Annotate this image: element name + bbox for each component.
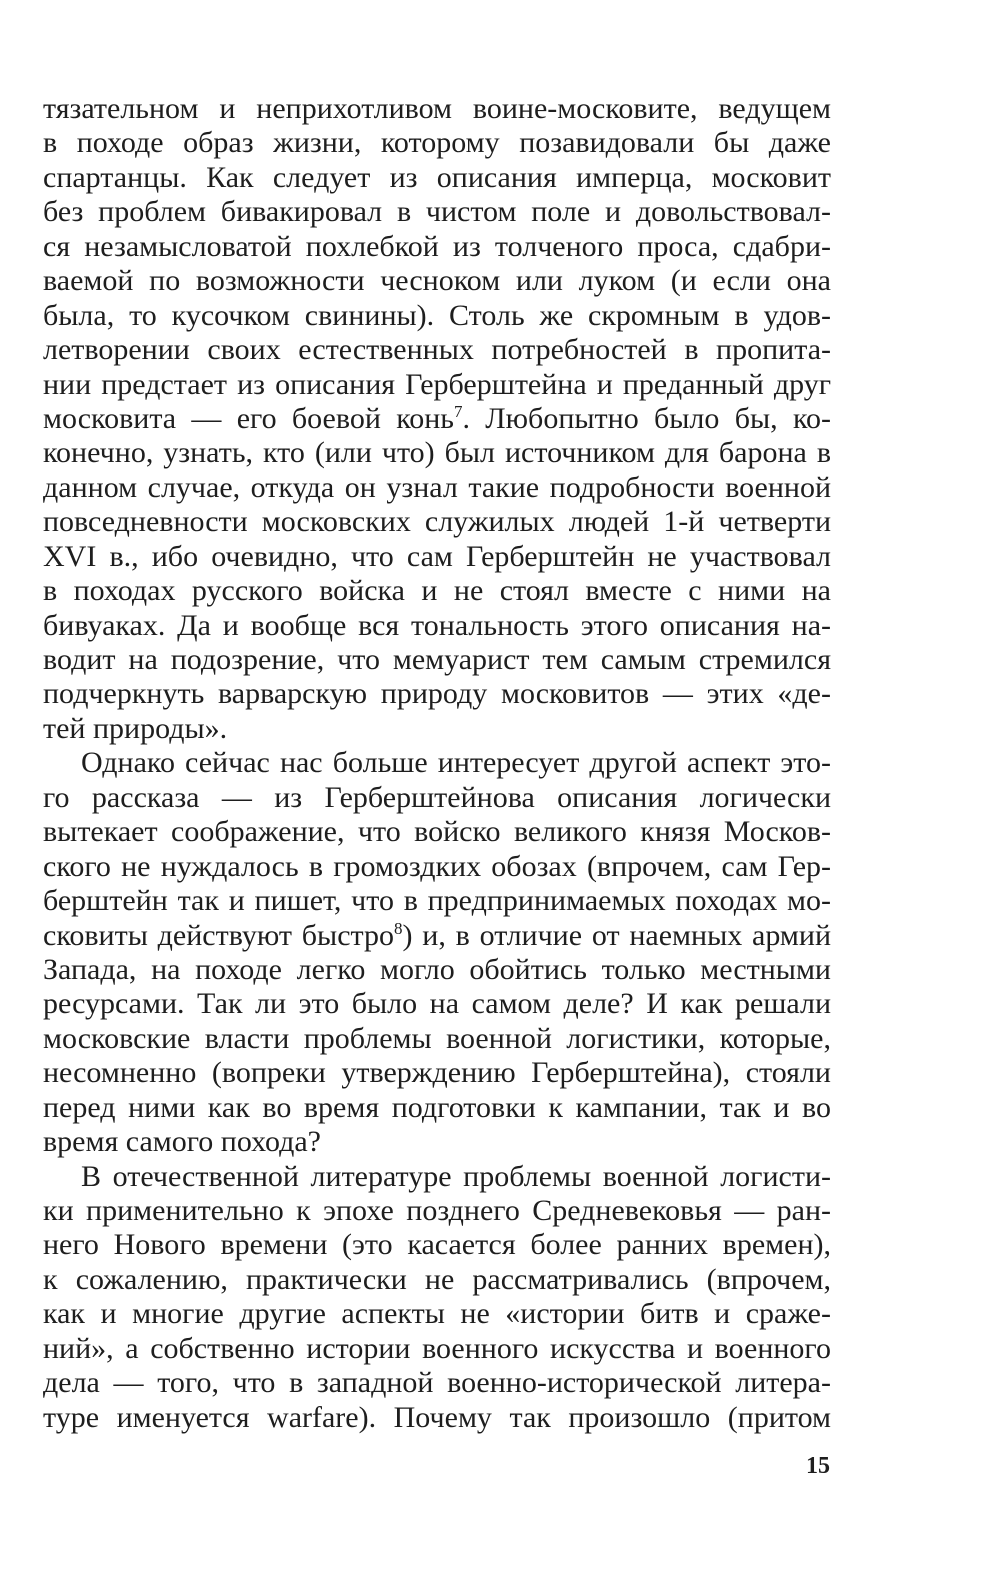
text-line: спартанцы. Как следует из описания имперца, московит [43, 160, 831, 194]
text-line: в походе образ жизни, которому позавидовали бы даже [43, 126, 831, 160]
text-line [43, 402, 831, 436]
text-line: Запада, на походе легко могло обойтись только местными [43, 952, 831, 986]
text-line: бивуаках. Да и вообще вся тональность этого описания на- [43, 608, 831, 642]
text-line: перед ними как во время подготовки к кампании, так и во [43, 1090, 831, 1124]
text-line: ресурсами. Так ли это было на самом деле? И как решали [43, 987, 831, 1021]
text-line: нии предстает из описания Герберштейна и преданный друг [43, 367, 831, 401]
text-line: Однако сейчас нас больше интересует другой аспект это- [81, 746, 831, 780]
text-segment: сковиты действуют быстро [43, 918, 394, 952]
text-segment: московита — его боевой конь [43, 401, 454, 435]
text-line: время самого похода? [43, 1125, 321, 1159]
text-line: XVI в., ибо очевидно, что сам Герберштейн не участвовал [43, 539, 831, 573]
text-line: вытекает соображение, что войско великого князя Москов- [43, 815, 831, 849]
text-segment: ) и, в отличие от наемных армий [402, 918, 831, 952]
text-line: тязательном и неприхотливом воине-московите, ведущем [43, 92, 831, 125]
text-line: без проблем бивакировал в чистом поле и довольствовал- [43, 195, 831, 229]
text-line: летворении своих естественных потребностей в пропита- [43, 333, 831, 367]
text-line: как и многие другие аспекты не «истории битв и сраже- [43, 1297, 831, 1331]
text-line: в походах русского войска и не стоял вместе с ними на [43, 574, 831, 608]
footnote-marker[interactable]: 8 [394, 918, 403, 938]
text-line: го рассказа — из Герберштейнова описания логически [43, 780, 831, 814]
text-line: водит на подозрение, что мемуарист тем самым стремился [43, 643, 831, 676]
text-line: ся незамысловатой похлебкой из толченого проса, сдабри- [43, 229, 831, 263]
text-line: московские власти проблемы военной логистики, которые, [43, 1021, 831, 1055]
text-line: В отечественной литературе проблемы военной логисти- [81, 1159, 831, 1193]
text-line: ний», а собственно истории военного искусства и военного [43, 1331, 831, 1365]
body-text [43, 92, 831, 1435]
text-segment: . Любопытно было бы, ко- [462, 401, 831, 435]
text-line: данном случае, откуда он узнал такие подробности военной [43, 470, 831, 504]
text-line: ского не нуждалось в громоздких обозах (впрочем, сам Гер- [43, 849, 831, 883]
text-line: несомненно (вопреки утверждению Герберштейна), стояли [43, 1056, 831, 1090]
text-line: тей природы». [43, 711, 228, 745]
text-line: конечно, узнать, кто (или что) был источником для барона в [43, 436, 831, 470]
text-line: туре именуется warfare). Почему так произошло (притом [43, 1400, 831, 1434]
page-number: 15 [806, 1453, 830, 1479]
text-line: дела — того, что в западной военно-исторической литера- [43, 1366, 831, 1400]
text-line: к сожалению, практически не рассматривались (впрочем, [43, 1262, 831, 1296]
text-line: подчеркнуть варварскую природу московитов — этих «де- [43, 677, 831, 711]
text-line: повседневности московских служилых людей 1-й четверти [43, 505, 831, 539]
text-line: была, то кусочком свинины). Столь же скромным в удов- [43, 298, 831, 332]
text-line: него Нового времени (это касается более ранних времен), [43, 1228, 831, 1262]
text-line: ки применительно к эпохе позднего Средневековья — ран- [43, 1194, 831, 1227]
text-line: берштейн так и пишет, что в предпринимаемых походах мо- [43, 884, 831, 918]
text-line: ваемой по возможности чесноком или луком (и если она [43, 264, 831, 298]
footnote-marker[interactable]: 7 [453, 401, 463, 421]
text-line [43, 919, 831, 953]
